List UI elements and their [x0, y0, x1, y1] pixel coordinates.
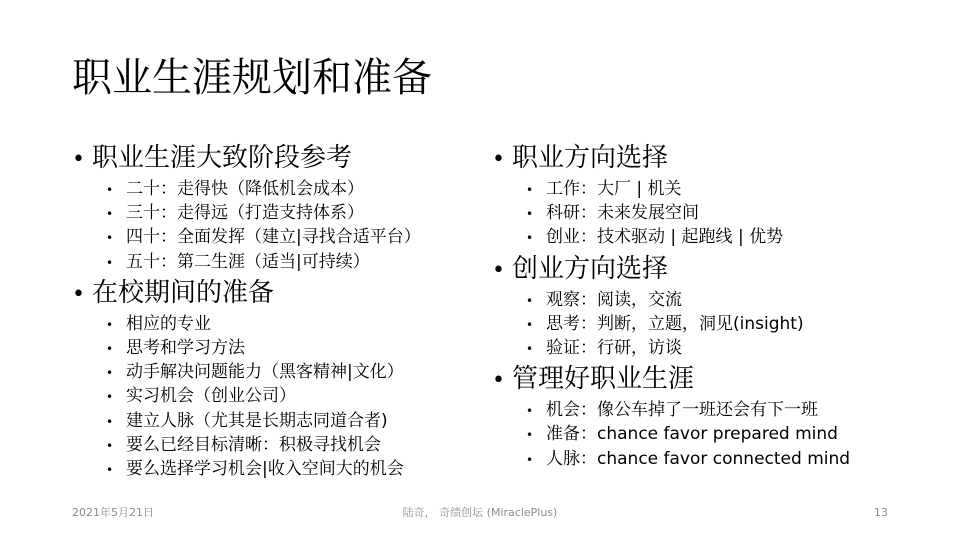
- list-item-text: 四十：全面发挥（建立|寻找合适平台）: [126, 227, 421, 248]
- page-number: 13: [874, 506, 888, 519]
- bullet-icon: •: [106, 366, 114, 381]
- left-section-list: [72, 140, 472, 482]
- bullet-icon: •: [106, 414, 114, 429]
- list-item: [526, 226, 912, 250]
- section-career-stages: [72, 140, 472, 275]
- list-item: [106, 385, 472, 409]
- bullet-icon: •: [492, 147, 505, 172]
- section-heading-text: 创业方向选择: [512, 253, 669, 284]
- list-item-text: 三十：走得远（打造支持体系）: [126, 203, 364, 224]
- bullet-icon: •: [72, 281, 85, 307]
- section-school-prep: [72, 275, 472, 482]
- bullet-icon: •: [526, 231, 534, 246]
- list-item-text: 人脉：chance favor connected mind: [546, 448, 851, 469]
- section-manage-career: [492, 361, 912, 472]
- bullet-icon: •: [526, 317, 534, 332]
- sub-list: [526, 178, 912, 251]
- section-heading-text: 管理好职业生涯: [512, 364, 695, 395]
- list-item: [526, 423, 912, 447]
- bullet-icon: •: [106, 317, 114, 332]
- list-item: [106, 226, 472, 250]
- list-item: [106, 178, 472, 202]
- list-item-text: 思考和学习方法: [126, 338, 245, 359]
- list-item: [526, 399, 912, 423]
- list-item-text: 科研：未来发展空间: [546, 203, 699, 224]
- bullet-icon: •: [106, 207, 114, 222]
- list-item: [106, 458, 472, 482]
- list-item-text: 相应的专业: [126, 313, 211, 334]
- list-item: [106, 434, 472, 458]
- list-item: [106, 361, 472, 385]
- list-item-text: 要么选择学习机会|收入空间大的机会: [126, 459, 404, 480]
- footer-date: 2021年5月21日: [72, 506, 154, 519]
- slide-title: 职业生涯规划和准备: [72, 55, 432, 101]
- left-column: [72, 140, 472, 482]
- section-heading-text: 职业生涯大致阶段参考: [92, 143, 353, 173]
- bullet-icon: •: [526, 452, 534, 467]
- bullet-icon: •: [526, 207, 534, 222]
- section-heading: [72, 275, 472, 313]
- list-item-text: 机会：像公车掉了一班还会有下一班: [546, 400, 818, 421]
- list-item-text: 动手解决问题能力（黑客精神|文化）: [126, 362, 404, 383]
- right-section-list: [492, 140, 912, 472]
- bullet-icon: •: [106, 342, 114, 357]
- list-item-text: 创业：技术驱动 | 起跑线 | 优势: [546, 227, 784, 248]
- section-heading: [72, 140, 472, 178]
- list-item-text: 五十：第二生涯（适当|可持续）: [126, 251, 370, 272]
- sub-list: [106, 178, 472, 275]
- list-item: [106, 251, 472, 275]
- bullet-icon: •: [526, 342, 534, 357]
- list-item: [106, 410, 472, 434]
- bullet-icon: •: [492, 368, 505, 394]
- list-item-text: 二十：走得快（降低机会成本）: [126, 179, 364, 199]
- section-startup-direction: [492, 251, 912, 362]
- list-item-text: 准备：chance favor prepared mind: [546, 424, 838, 445]
- list-item: [106, 337, 472, 361]
- bullet-icon: •: [106, 255, 114, 270]
- list-item: [526, 313, 912, 337]
- bullet-icon: •: [106, 438, 114, 453]
- section-heading-text: 在校期间的准备: [92, 277, 275, 308]
- list-item-text: 建立人脉（尤其是长期志同道合者): [126, 410, 388, 431]
- list-item-text: 思考：判断，立题，洞见(insight): [546, 313, 804, 334]
- bullet-icon: •: [526, 183, 534, 197]
- list-item: [526, 337, 912, 361]
- list-item-text: 实习机会（创业公司）: [126, 386, 296, 407]
- bullet-icon: •: [492, 257, 505, 283]
- list-item: [526, 178, 912, 202]
- bullet-icon: •: [72, 147, 85, 172]
- section-heading: [492, 140, 912, 178]
- list-item: [526, 289, 912, 313]
- bullet-icon: •: [526, 293, 534, 308]
- footer-author: 陆奇， 奇绩创坛 (MiraclePlus): [402, 506, 558, 519]
- list-item: [106, 313, 472, 337]
- list-item: [106, 202, 472, 226]
- list-item: [526, 448, 912, 472]
- list-item-text: 工作：大厂 | 机关: [546, 179, 682, 199]
- list-item-text: 要么已经目标清晰：积极寻找机会: [126, 434, 381, 455]
- sub-list: [526, 289, 912, 362]
- section-career-direction: [492, 140, 912, 251]
- sub-list: [526, 399, 912, 472]
- bullet-icon: •: [106, 390, 114, 405]
- list-item-text: 观察：阅读，交流: [546, 289, 682, 310]
- bullet-icon: •: [526, 428, 534, 443]
- bullet-icon: •: [526, 404, 534, 419]
- right-column: [492, 140, 912, 472]
- section-heading: [492, 361, 912, 399]
- bullet-icon: •: [106, 231, 114, 246]
- sub-list: [106, 313, 472, 482]
- list-item-text: 验证：行研，访谈: [546, 338, 682, 359]
- list-item: [526, 202, 912, 226]
- section-heading-text: 职业方向选择: [512, 143, 669, 173]
- bullet-icon: •: [106, 183, 114, 197]
- bullet-icon: •: [106, 463, 114, 478]
- section-heading: [492, 251, 912, 289]
